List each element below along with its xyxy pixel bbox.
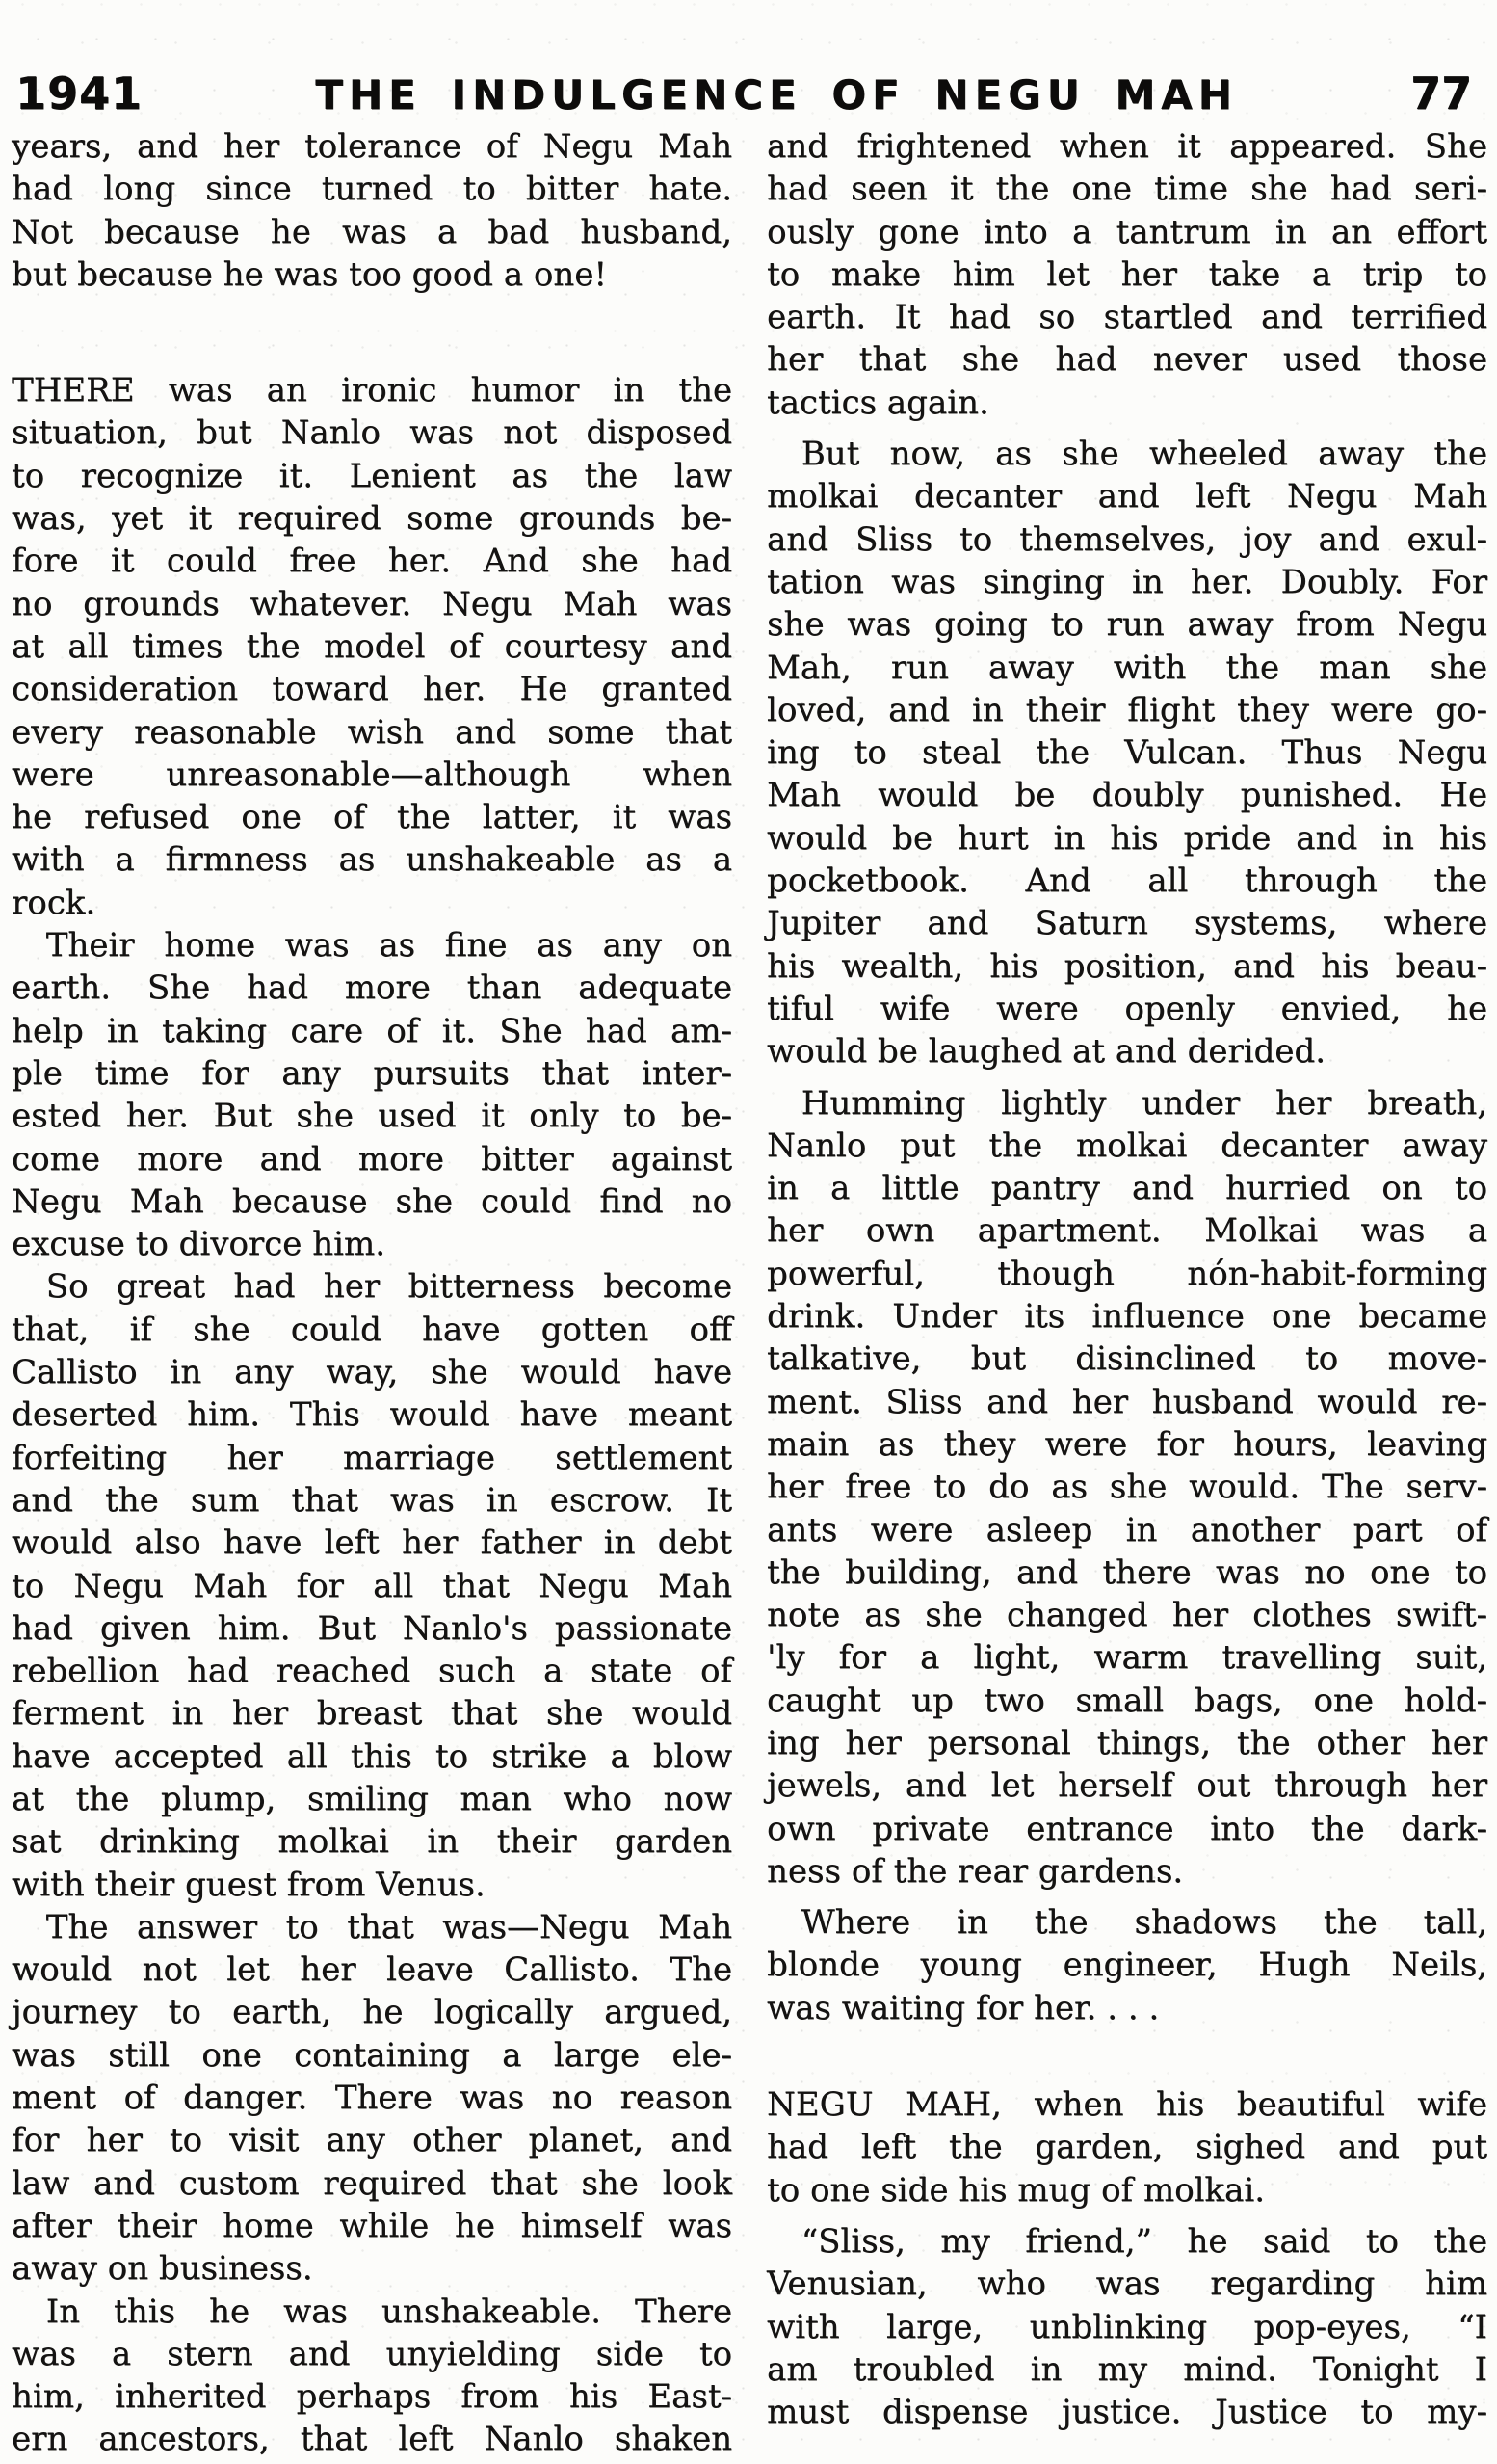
text-line: rock.: [12, 883, 96, 922]
text-line: drink. Under its influence one became: [767, 1297, 1487, 1337]
text-line: ferment in her breast that she would: [12, 1694, 732, 1734]
text-line: powerful, though nón-habit-forming: [767, 1254, 1487, 1293]
text-line: would be hurt in his pride and in his: [767, 818, 1487, 858]
page-year: 1941: [15, 67, 144, 119]
text-line: every reasonable wish and some that: [12, 712, 732, 752]
text-line: own private entrance into the dark-: [767, 1809, 1487, 1848]
text-line: was still one containing a large ele-: [12, 2035, 732, 2075]
text-line: caught up two small bags, one hold-: [767, 1681, 1487, 1720]
text-line: her own apartment. Molkai was a: [767, 1211, 1487, 1251]
text-line: would be laughed at and derided.: [767, 1032, 1326, 1072]
text-line: have accepted all this to strike a blow: [12, 1736, 732, 1776]
page-title: THE INDULGENCE OF NEGU MAH: [315, 71, 1238, 119]
text-line: 'ly for a light, warm travelling suit,: [767, 1638, 1487, 1678]
paragraph: [767, 1082, 1487, 1894]
text-line: to recognize it. Lenient as the law: [12, 456, 732, 495]
text-line: had left the garden, sighed and put: [767, 2128, 1487, 2167]
paragraph: [767, 2083, 1487, 2212]
paragraph: [12, 2291, 732, 2461]
text-line: had long since turned to bitter hate.: [12, 170, 732, 209]
text-line: with their guest from Venus.: [12, 1865, 486, 1904]
text-line: Not because he was a bad husband,: [12, 212, 732, 252]
text-line: in a little pantry and hurried on to: [767, 1169, 1487, 1208]
text-line: with large, unblinking pop-eyes, “I: [767, 2307, 1487, 2346]
text-line: was, yet it required some grounds be-: [12, 499, 732, 539]
text-line: ple time for any pursuits that inter-: [12, 1053, 732, 1093]
text-line: ested her. But she used it only to be-: [12, 1097, 732, 1136]
text-line: consideration toward her. He granted: [12, 670, 732, 709]
text-line: tiful wife were openly envied, he: [767, 989, 1487, 1028]
text-line: The answer to that was—Negu Mah: [45, 1907, 732, 1947]
text-line: Mah, run away with the man she: [767, 648, 1487, 687]
text-line: Negu Mah because she could find no: [12, 1181, 732, 1221]
text-line: forfeiting her marriage settlement: [12, 1438, 732, 1477]
text-line: to make him let her take a trip to: [767, 254, 1487, 294]
text-line: Humming lightly under her breath,: [801, 1083, 1487, 1123]
text-line: NEGU MAH, when his beautiful wife: [767, 2085, 1487, 2125]
text-line: and the sum that was in escrow. It: [12, 1480, 732, 1520]
text-line: Jupiter and Saturn systems, where: [767, 904, 1487, 943]
text-line: “Sliss, my friend,” he said to the: [801, 2221, 1487, 2261]
text-line: pocketbook. And all through the: [767, 861, 1487, 901]
text-line: talkative, but disinclined to move-: [767, 1339, 1487, 1379]
text-line: his wealth, his position, and his beau-: [767, 946, 1487, 986]
text-columns: [0, 125, 1497, 2461]
paragraph: [12, 125, 732, 296]
text-line: no grounds whatever. Negu Mah was: [12, 584, 732, 623]
right-column: [767, 125, 1487, 2461]
text-line: at all times the model of courtesy and: [12, 626, 732, 666]
text-line: but because he was too good a one!: [12, 254, 607, 294]
text-line: blonde young engineer, Hugh Neils,: [767, 1946, 1487, 1985]
text-line: Mah would be doubly punished. He: [767, 776, 1487, 815]
text-line: am troubled in my mind. Tonight I: [767, 2349, 1487, 2389]
text-line: earth. It had so startled and terrified: [767, 298, 1487, 337]
text-line: was waiting for her. . . .: [767, 1988, 1160, 2027]
text-line: tation was singing in her. Doubly. For: [767, 562, 1487, 601]
text-line: and Sliss to themselves, joy and exul-: [767, 519, 1487, 559]
text-line: would not let her leave Callisto. The: [12, 1950, 732, 1990]
text-line: must dispense justice. Justice to my-: [767, 2393, 1487, 2432]
text-line: for her to visit any other planet, and: [12, 2121, 732, 2160]
paragraph: [767, 433, 1487, 1073]
text-line: help in taking care of it. She had am-: [12, 1011, 732, 1050]
text-line: ants were asleep in another part of: [767, 1510, 1487, 1550]
text-line: were unreasonable—although when: [12, 755, 732, 794]
paragraph: [12, 924, 732, 1265]
text-line: situation, but Nanlo was not disposed: [12, 413, 732, 453]
paragraph: [12, 1265, 732, 1905]
text-line: to one side his mug of molkai.: [767, 2170, 1265, 2210]
text-line: earth. She had more than adequate: [12, 968, 732, 1008]
text-line: years, and her tolerance of Negu Mah: [12, 127, 732, 166]
text-line: to Negu Mah for all that Negu Mah: [12, 1566, 732, 1605]
text-line: Venusian, who was regarding him: [767, 2265, 1487, 2304]
text-line: Where in the shadows the tall,: [801, 1903, 1487, 1943]
text-line: ern ancestors, that left Nanlo shaken: [12, 2420, 732, 2459]
text-line: tactics again.: [767, 383, 989, 422]
text-line: But now, as she wheeled away the: [801, 435, 1487, 474]
text-line: rebellion had reached such a state of: [12, 1652, 732, 1691]
text-line: after their home while he himself was: [12, 2206, 732, 2245]
page-header: [0, 0, 1497, 119]
text-line: In this he was unshakeable. There: [45, 2292, 732, 2331]
text-line: ously gone into a tantrum in an effort: [767, 212, 1487, 252]
text-line: jewels, and let herself out through her: [767, 1766, 1487, 1806]
text-line: molkai decanter and left Negu Mah: [767, 477, 1487, 517]
text-line: excuse to divorce him.: [12, 1225, 385, 1264]
text-line: ment of danger. There was no reason: [12, 2079, 732, 2118]
text-line: ing her personal things, the other her: [767, 1723, 1487, 1762]
paragraph: [767, 1901, 1487, 2029]
text-line: sat drinking molkai in their garden: [12, 1822, 732, 1862]
paragraph: [767, 2220, 1487, 2433]
text-line: ness of the rear gardens.: [767, 1851, 1184, 1891]
text-line: law and custom required that she look: [12, 2163, 732, 2203]
text-line: main as they were for hours, leaving: [767, 1424, 1487, 1464]
text-line: with a firmness as unshakeable as a: [12, 840, 732, 880]
text-line: and frightened when it appeared. She: [767, 127, 1487, 166]
text-line: come more and more bitter against: [12, 1139, 732, 1179]
text-line: had seen it the one time she had seri-: [767, 170, 1487, 209]
left-column: [12, 125, 732, 2461]
text-line: ment. Sliss and her husband would re-: [767, 1382, 1487, 1421]
text-line: THERE was an ironic humor in the: [12, 371, 732, 411]
text-line: Nanlo put the molkai decanter away: [767, 1126, 1487, 1165]
text-line: deserted him. This would have meant: [12, 1395, 732, 1435]
text-line: that, if she could have gotten off: [12, 1310, 732, 1349]
text-line: ing to steal the Vulcan. Thus Negu: [767, 733, 1487, 773]
text-line: her that she had never used those: [767, 340, 1487, 380]
text-line: her free to do as she would. The serv-: [767, 1468, 1487, 1507]
text-line: was a stern and unyielding side to: [12, 2334, 732, 2373]
paragraph: [12, 1906, 732, 2291]
text-line: away on business.: [12, 2249, 313, 2289]
text-line: would also have left her father in debt: [12, 1523, 732, 1563]
text-line: him, inherited perhaps from his East-: [12, 2377, 732, 2417]
text-line: the building, and there was no one to: [767, 1552, 1487, 1592]
text-line: had given him. But Nanlo's passionate: [12, 1608, 732, 1648]
text-line: journey to earth, he logically argued,: [12, 1993, 732, 2032]
text-line: fore it could free her. And she had: [12, 542, 732, 581]
text-line: he refused one of the latter, it was: [12, 798, 732, 837]
text-line: Their home was as fine as any on: [45, 926, 732, 966]
paragraph: [12, 369, 732, 924]
text-line: Callisto in any way, she would have: [12, 1353, 732, 1392]
text-line: So great had her bitterness become: [45, 1267, 732, 1307]
text-line: at the plump, smiling man who now: [12, 1779, 732, 1818]
paragraph: [767, 125, 1487, 424]
text-line: loved, and in their flight they were go-: [767, 690, 1487, 729]
text-line: she was going to run away from Negu: [767, 605, 1487, 645]
text-line: note as she changed her clothes swift-: [767, 1596, 1487, 1635]
page-number: 77: [1409, 67, 1472, 119]
